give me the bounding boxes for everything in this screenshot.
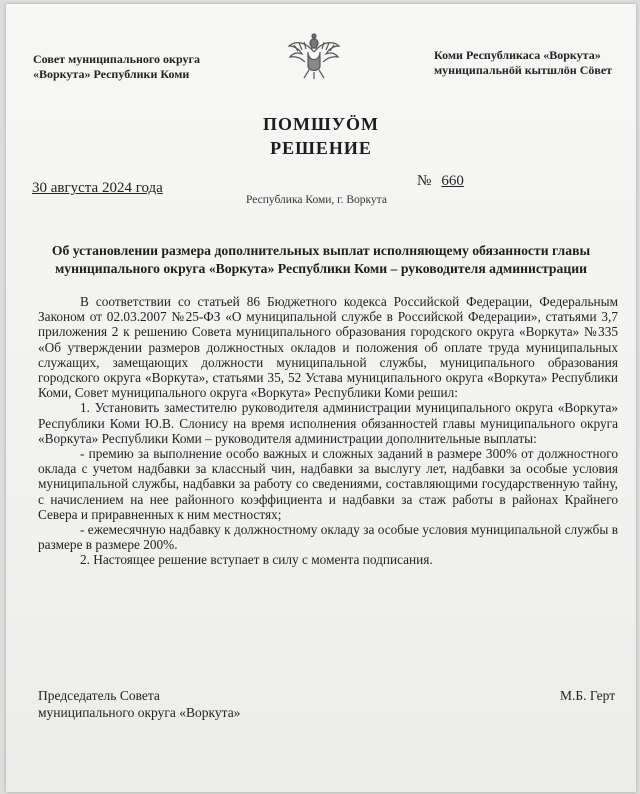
header-right [434, 48, 634, 78]
header-right-line1: Коми Республикаса «Воркута» [434, 48, 601, 62]
header-left-line2: «Воркута» Республики Коми [33, 67, 190, 81]
decision-date: 30 августа 2024 года [32, 180, 163, 196]
title-komi: ПОМШУÖМ [263, 114, 379, 134]
item-2-paragraph: 2. Настоящее решение вступает в силу с момента подписания. [80, 552, 433, 568]
bullet-allowance-paragraph: - ежемесячную надбавку к должностному окладу за особые условия муниципальной службы в размере в размере 200%. [38, 522, 618, 553]
decision-subject [20, 242, 622, 278]
number-sign: № [417, 173, 432, 189]
signatory-name: М.Б. Герт [560, 688, 616, 703]
subject-line2: муниципального округа «Воркута» Республики Коми – руководителя администрации [54, 261, 587, 276]
header-left [33, 52, 233, 82]
title-russian: РЕШЕНИЕ [270, 138, 372, 158]
item-1-paragraph: 1. Установить заместителю руководителя администрации муниципального округа «Воркута» Республики Коми Ю.В. Слонису на время исполнения обязанностей главы муниципального округа «Воркута» Республики Коми – руководителя администрации дополнительные выплаты: [38, 400, 618, 446]
komi-emblem-icon [286, 32, 342, 80]
signatory-title-line1: Председатель Совета [38, 688, 160, 703]
subject-line1: Об установлении размера дополнительных выплат исполняющему обязанности главы [51, 243, 591, 258]
header-right-line2: муниципальнӧй кытшлӧн Сӧвет [434, 63, 613, 77]
decision-body [38, 294, 618, 568]
document-page [6, 4, 636, 792]
place-line: Республика Коми, г. Воркута [246, 194, 387, 206]
signatory-title [38, 687, 298, 721]
signatory-title-line2: муниципального округа «Воркута» [38, 705, 241, 720]
header-left-line1: Совет муниципального округа [33, 52, 200, 66]
number-value: 660 [441, 173, 464, 189]
decision-number [417, 173, 464, 190]
bullet-bonus-paragraph: - премию за выполнение особо важных и сложных заданий в размере 300% от должностного оклада с учетом надбавки за классный чин, надбавки за выслугу лет, надбавки за особые условия муниципальной службы, надбавки за работу со сведениями, составляющими государственную тайну, с начислением на нее районного коэффициента и надбавки за стаж работы в районах Крайнего Севера и приравненных к ним местностях; [38, 446, 618, 522]
preamble-paragraph: В соответствии со статьей 86 Бюджетного кодекса Российской Федерации, Федеральным Законом от 02.03.2007 №25-ФЗ «О муниципальной службе в Российской Федерации», статьями 3,7 приложения 2 к решению Совета муниципального образования городского округа «Воркута» №335 «Об утверждении размеров должностных окладов и положения об оплате труда муниципальных служащих, замещающих должности муниципальной службы, муниципального образования городского округа «Воркута», статьями 35, 52 Устава муниципального округа «Воркута» Республики Коми, Совет муниципального округа «Воркута» Республики Коми решил: [38, 294, 618, 401]
